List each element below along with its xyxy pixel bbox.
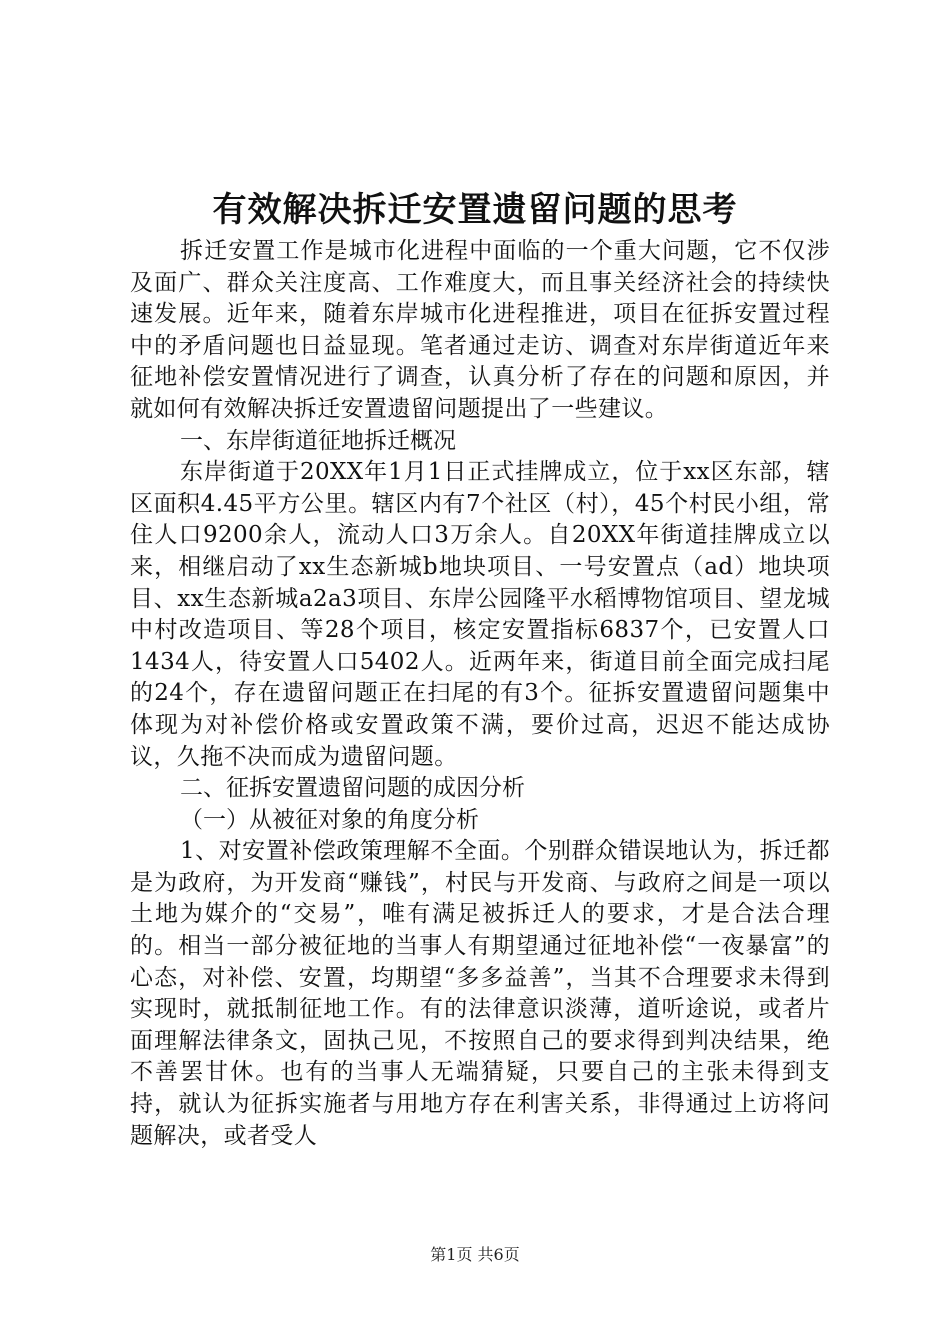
overview-paragraph: 东岸街道于20XX年1月1日正式挂牌成立，位于xx区东部，辖区面积4.45平方公里。辖区内有7个社区（村），45个村民小组，常住人口9200余人，流动人口3万余人。自20XX年街道挂牌成立以来，相继启动了xx生态新城b地块项目、一号安置点（ad）地块项目、xx生态新城a2a3项目、东岸公园隆平水稻博物馆项目、望龙城中村改造项目、等28个项目，核定安置指标6837个，已安置人口1434人，待安置人口5402人。近两年来，街道目前全面完成扫尾的24个，存在遗留问题正在扫尾的有3个。征拆安置遗留问题集中体现为对补偿价格或安置政策不满，要价过高，迟迟不能达成协议，久拖不决而成为遗留问题。 xyxy=(130,459,830,770)
subsection-heading-subjects: （一）从被征对象的角度分析 xyxy=(180,806,479,833)
section-heading-overview: 一、东岸街道征地拆迁概况 xyxy=(180,427,456,454)
document-title: 有效解决拆迁安置遗留问题的思考 xyxy=(212,190,738,230)
section-heading-causes: 二、征拆安置遗留问题的成因分析 xyxy=(180,775,525,802)
page-footer: 第1页 共6页 xyxy=(430,1245,520,1264)
intro-paragraph: 拆迁安置工作是城市化进程中面临的一个重大问题，它不仅涉及面广、群众关注度高、工作难度大，而且事关经济社会的持续快速发展。近年来，随着东岸城市化进程推进，项目在征拆安置过程中的矛盾问题也日益显现。笔者通过走访、调查对东岸街道近年来征地补偿安置情况进行了调查，认真分析了存在的问题和原因，并就如何有效解决拆迁安置遗留问题提出了一些建议。 xyxy=(130,238,830,422)
cause-paragraph-1: 1、对安置补偿政策理解不全面。个别群众错误地认为，拆迁都是为政府，为开发商“赚钱”，村民与开发商、与政府之间是一项以土地为媒介的“交易”，唯有满足被拆迁人的要求，才是合法合理的。相当一部分被征地的当事人有期望通过征地补偿“一夜暴富”的心态，对补偿、安置，均期望“多多益善”，当其不合理要求未得到实现时，就抵制征地工作。有的法律意识淡薄，道听途说，或者片面理解法律条文，固执己见，不按照自己的要求得到判决结果，绝不善罢甘休。也有的当事人无端猜疑，只要自己的主张未得到支持，就认为征拆实施者与用地方存在利害关系，非得通过上访将问题解决，或者受人 xyxy=(130,838,830,1149)
document-body xyxy=(130,236,830,1152)
